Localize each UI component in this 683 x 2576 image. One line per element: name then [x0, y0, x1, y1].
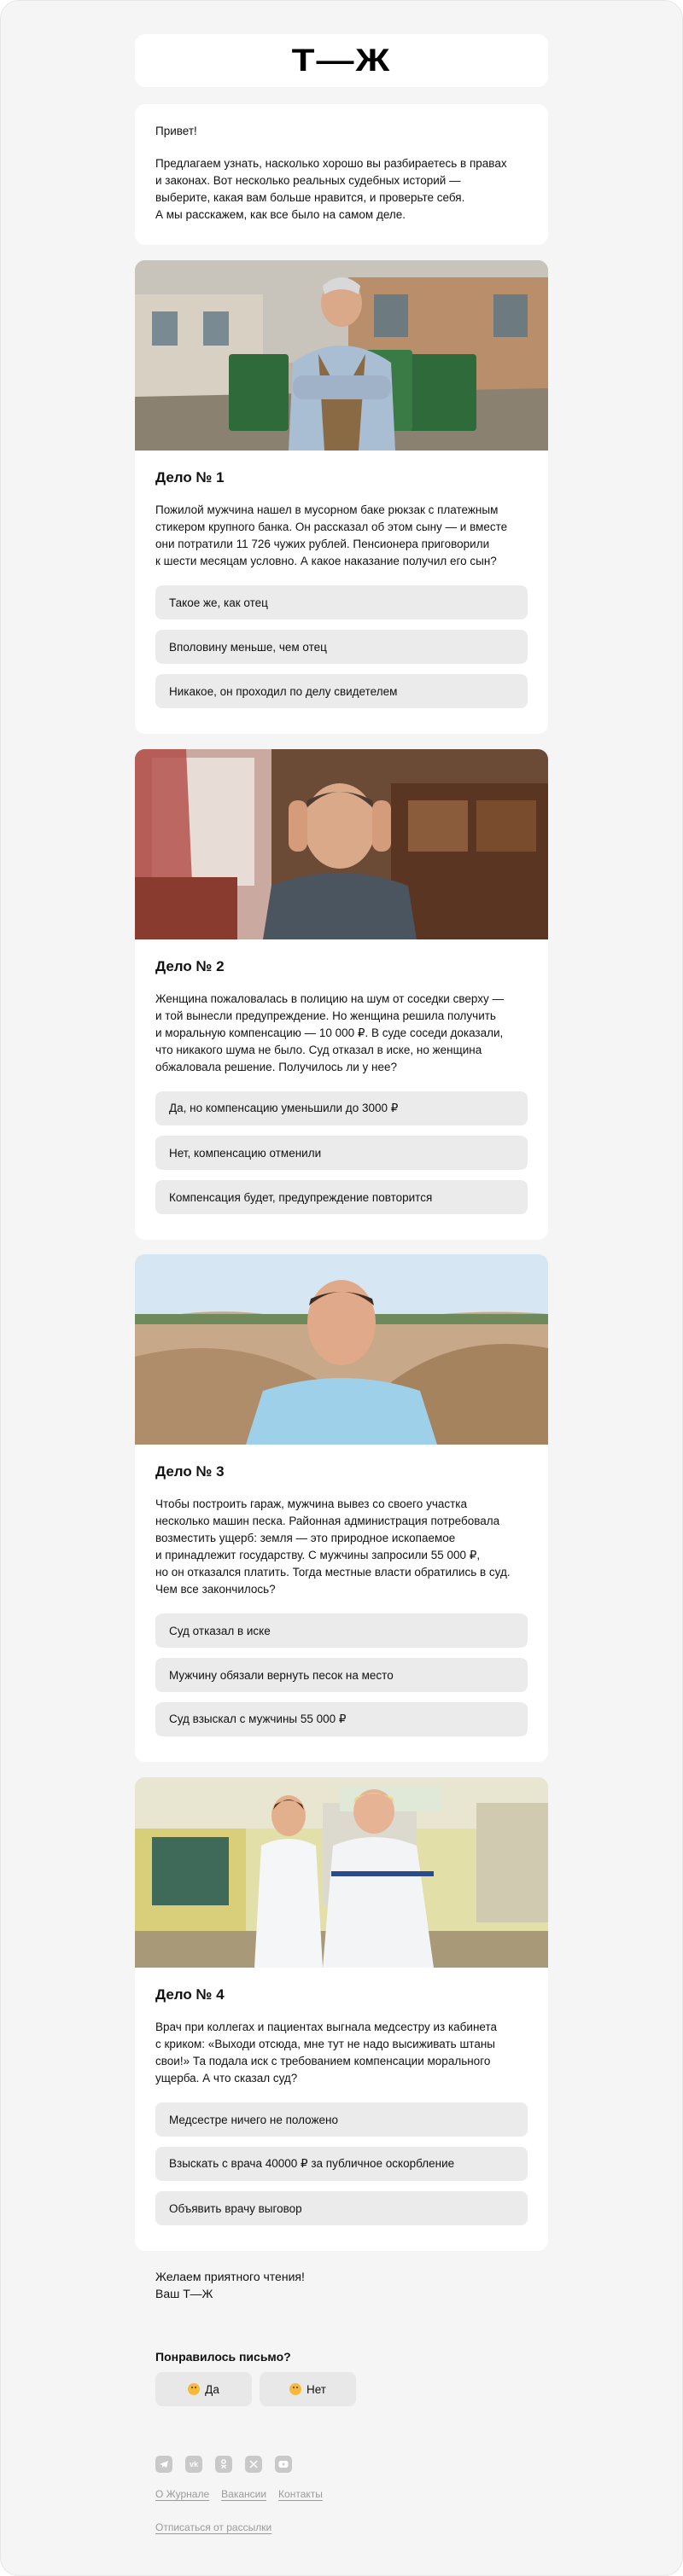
feedback-no-button[interactable]: [260, 2372, 356, 2406]
answer-button[interactable]: Суд отказал в иске: [155, 1614, 528, 1648]
case-card-2: [135, 749, 548, 1240]
case-title-2: Дело № 2: [155, 958, 225, 974]
answer-button[interactable]: Вполовину меньше, чем отец: [155, 630, 528, 664]
case-photo-1: [135, 260, 548, 451]
social-links: [155, 2456, 292, 2473]
case-text-3: Чтобы построить гараж, мужчина вывез со своего участка несколько машин песка. Районная администрация потребовала возместить ущерб: земля — это природное ископаемое и принадлежит государству. С мужчины запросили 55 000 ₽, но он отказался платить. Тогда местные власти обратились в суд. Чем все закончилось?: [155, 1497, 511, 1596]
logo[interactable]: Т—Ж: [291, 42, 392, 79]
answer-button[interactable]: Нет, компенсацию отменили: [155, 1136, 528, 1170]
feedback-title: Понравилось письмо?: [155, 2350, 291, 2364]
answer-button[interactable]: Такое же, как отец: [155, 585, 528, 619]
feedback-yes-button[interactable]: [155, 2372, 252, 2406]
x-icon[interactable]: [245, 2456, 262, 2473]
answer-button[interactable]: Никакое, он проходил по делу свидетелем: [155, 674, 528, 708]
greeting: Привет!: [155, 125, 197, 137]
outro: [155, 2268, 305, 2302]
case-title-1: Дело № 1: [155, 469, 225, 486]
header: [135, 34, 548, 87]
answer-button[interactable]: Компенсация будет, предупреждение повторится: [155, 1180, 528, 1214]
answer-button[interactable]: Мужчину обязали вернуть песок на место: [155, 1658, 528, 1692]
neutral-face-icon: [289, 2383, 301, 2395]
case-card-4: [135, 1777, 548, 2251]
case-photo-2: [135, 749, 548, 939]
case-text-2: Женщина пожаловалась в полицию на шум от соседки сверху — и той вынесли предупреждение. Но женщина решила получить и моральную компенсацию — 10 000 ₽. В суде соседи доказали, что никакого шума не было. Суд отказал в иске, но женщина обжаловала решение. Получилось ли у нее?: [155, 992, 504, 1073]
smile-icon: [188, 2383, 200, 2395]
signature: Ваш Т—Ж: [155, 2287, 213, 2300]
answer-button[interactable]: Объявить врачу выговор: [155, 2191, 528, 2225]
case-photo-3: [135, 1254, 548, 1445]
answer-button[interactable]: Да, но компенсацию уменьшили до 3000 ₽: [155, 1091, 528, 1125]
case-title-3: Дело № 3: [155, 1463, 225, 1480]
footer-link-about[interactable]: О Журнале: [155, 2488, 210, 2500]
outro-line: Желаем приятного чтения!: [155, 2270, 305, 2283]
case-card-3: [135, 1254, 548, 1762]
answer-button[interactable]: Взыскать с врача 40000 ₽ за публичное оскорбление: [155, 2147, 528, 2181]
case-photo-4: [135, 1777, 548, 1968]
footer-links: [155, 2488, 323, 2500]
unsubscribe-link[interactable]: Отписаться от рассылки: [155, 2521, 272, 2533]
telegram-icon[interactable]: [155, 2456, 172, 2473]
vk-icon[interactable]: vk: [185, 2456, 202, 2473]
answer-button[interactable]: Медсестре ничего не положено: [155, 2102, 528, 2137]
feedback-yes-label: Да: [205, 2382, 219, 2396]
intro-text: Предлагаем узнать, насколько хорошо вы разбираетесь в правах и законах. Вот несколько реальных судебных историй — выберите, какая вам больше нравится, и проверьте себя. А мы расскажем, как все было на самом деле.: [155, 157, 507, 221]
feedback-no-label: Нет: [306, 2382, 326, 2396]
intro-card: [135, 104, 548, 245]
case-text-1: Пожилой мужчина нашел в мусорном баке рюкзак с платежным стикером крупного банка. Он рассказал об этом сыну — и вместе они потратили 11 726 чужих рублей. Пенсионера приговорили к шести месяцам условно. А какое наказание получил его сын?: [155, 503, 508, 567]
answer-button[interactable]: Суд взыскал с мужчины 55 000 ₽: [155, 1702, 528, 1736]
case-card-1: [135, 260, 548, 734]
footer-link-vacancies[interactable]: Вакансии: [221, 2488, 267, 2500]
youtube-icon[interactable]: [275, 2456, 292, 2473]
case-text-4: Врач при коллегах и пациентах выгнала медсестру из кабинета с криком: «Выходи отсюда, мне тут не надо высиживать штаны свои!» Та подала иск с требованием компенсации морального ущерба. А что сказал суд?: [155, 2021, 498, 2085]
footer-link-contacts[interactable]: Контакты: [278, 2488, 323, 2500]
odnoklassniki-icon[interactable]: [215, 2456, 232, 2473]
case-title-4: Дело № 4: [155, 1986, 225, 2003]
